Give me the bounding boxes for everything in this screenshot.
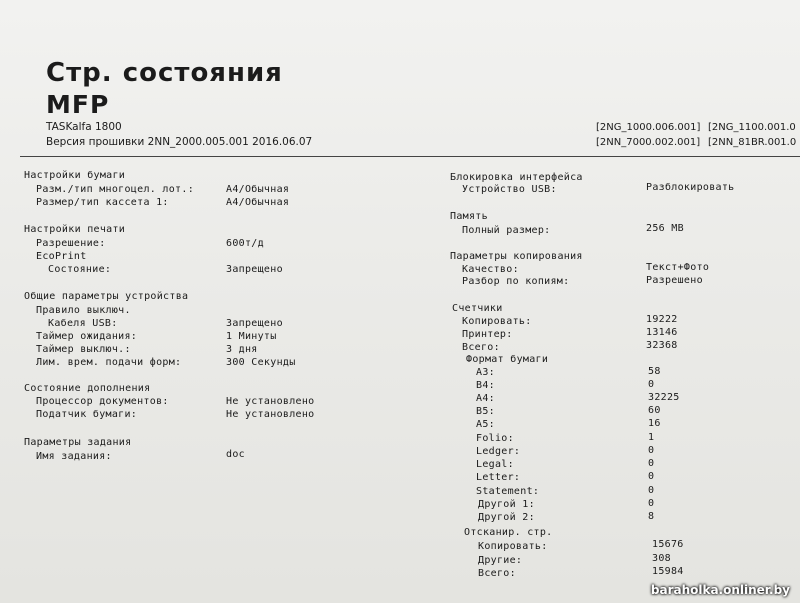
setting-label: Правило выключ. xyxy=(36,305,131,316)
format-value: 0 xyxy=(648,379,655,390)
format-label: Другой 1: xyxy=(478,499,535,510)
counter-value: 308 xyxy=(652,553,671,564)
firmware-code: [2NG_1000.006.001] xyxy=(596,122,701,133)
section-heading-options: Состояние дополнения xyxy=(24,383,151,394)
section-heading-lock: Блокировка интерфейса xyxy=(450,172,583,183)
format-value: 1 xyxy=(648,432,655,443)
section-heading-job: Параметры задания xyxy=(24,437,132,448)
setting-label: Разрешение: xyxy=(36,238,106,249)
firmware-code: [2NN_81BR.001.0 xyxy=(708,137,797,148)
counter-value: 32368 xyxy=(646,340,678,351)
setting-value: 600т/д xyxy=(226,238,264,249)
section-heading-print: Настройки печати xyxy=(24,224,126,235)
firmware-code: [2NG_1100.001.0 xyxy=(708,122,796,133)
setting-value: Запрещено xyxy=(226,318,283,329)
setting-value: Разрешено xyxy=(646,275,703,286)
format-value: 0 xyxy=(648,471,655,482)
format-value: 58 xyxy=(648,366,661,377)
setting-label: Имя задания: xyxy=(36,451,112,462)
format-label: Letter: xyxy=(476,472,521,483)
setting-label: Устройство USB: xyxy=(462,184,557,195)
counter-label: Другие: xyxy=(478,555,523,566)
page-title: Стр. состояния xyxy=(46,58,283,88)
header-divider xyxy=(20,156,800,157)
format-label: Другой 2: xyxy=(478,512,535,523)
setting-label: EcoPrint xyxy=(36,251,87,262)
setting-value: 256 MB xyxy=(646,223,684,234)
format-value: 60 xyxy=(648,405,661,416)
counter-value: 15984 xyxy=(652,566,684,577)
format-label: A5: xyxy=(476,419,495,430)
setting-value: doc xyxy=(226,449,245,460)
counter-label: Копировать: xyxy=(462,316,532,327)
format-label: A4: xyxy=(476,393,495,404)
counter-label: Принтер: xyxy=(462,329,513,340)
setting-label: Размер/тип кассета 1: xyxy=(36,197,169,208)
format-label: Folio: xyxy=(476,433,514,444)
format-label: A3: xyxy=(476,367,495,378)
format-label: B4: xyxy=(476,380,495,391)
model-name: TASKalfa 1800 xyxy=(46,121,122,133)
format-label: Ledger: xyxy=(476,446,521,457)
setting-label: Лим. врем. подачи форм: xyxy=(36,357,182,368)
page-subtitle: MFP xyxy=(46,90,110,119)
setting-value: Текст+Фото xyxy=(646,262,710,273)
setting-label: Разм./тип многоцел. лот.: xyxy=(36,184,195,195)
setting-label: Разбор по копиям: xyxy=(462,276,570,287)
setting-value: A4/Обычная xyxy=(226,197,290,208)
setting-value: Разблокировать xyxy=(646,182,735,193)
firmware-codes-col1 xyxy=(596,120,700,150)
setting-value: 3 дня xyxy=(226,344,258,355)
counter-value: 19222 xyxy=(646,314,678,325)
counter-value: 13146 xyxy=(646,327,678,338)
section-heading-general: Общие параметры устройства xyxy=(24,291,189,302)
format-value: 16 xyxy=(648,418,661,429)
setting-value: Запрещено xyxy=(226,264,283,275)
setting-label: Кабеля USB: xyxy=(48,318,118,329)
counter-label: Копировать: xyxy=(478,541,548,552)
format-label: B5: xyxy=(476,406,495,417)
watermark: baraholka.onliner.by xyxy=(650,583,790,597)
format-label: Statement: xyxy=(476,486,540,497)
format-label: Legal: xyxy=(476,459,514,470)
section-heading-copy: Параметры копирования xyxy=(450,251,583,262)
setting-value: A4/Обычная xyxy=(226,184,290,195)
setting-value: Не установлено xyxy=(226,409,315,420)
counter-label: Всего: xyxy=(462,342,500,353)
section-heading-memory: Память xyxy=(450,211,488,222)
format-value: 0 xyxy=(648,498,655,509)
format-value: 0 xyxy=(648,458,655,469)
format-heading: Формат бумаги xyxy=(466,354,549,365)
firmware-codes-col2 xyxy=(708,120,796,150)
setting-label: Податчик бумаги: xyxy=(36,409,138,420)
setting-label: Состояние: xyxy=(48,264,112,275)
format-value: 8 xyxy=(648,511,655,522)
setting-label: Качество: xyxy=(462,264,519,275)
firmware-code: [2NN_7000.002.001] xyxy=(596,137,701,148)
setting-label: Таймер ожидания: xyxy=(36,331,138,342)
format-value: 32225 xyxy=(648,392,680,403)
counter-label: Всего: xyxy=(478,568,516,579)
setting-value: Не установлено xyxy=(226,396,315,407)
setting-value: 300 Секунды xyxy=(226,357,296,368)
firmware-version: Версия прошивки 2NN_2000.005.001 2016.06.07 xyxy=(46,136,313,148)
format-value: 0 xyxy=(648,485,655,496)
setting-label: Полный размер: xyxy=(462,225,551,236)
setting-label: Процессор документов: xyxy=(36,396,169,407)
format-value: 0 xyxy=(648,445,655,456)
setting-label: Таймер выключ.: xyxy=(36,344,131,355)
section-heading-paper: Настройки бумаги xyxy=(24,170,126,181)
section-heading-counters: Счетчики xyxy=(452,303,503,314)
counter-value: 15676 xyxy=(652,539,684,550)
scan-heading: Отсканир. стр. xyxy=(464,527,553,538)
setting-value: 1 Минуты xyxy=(226,331,277,342)
